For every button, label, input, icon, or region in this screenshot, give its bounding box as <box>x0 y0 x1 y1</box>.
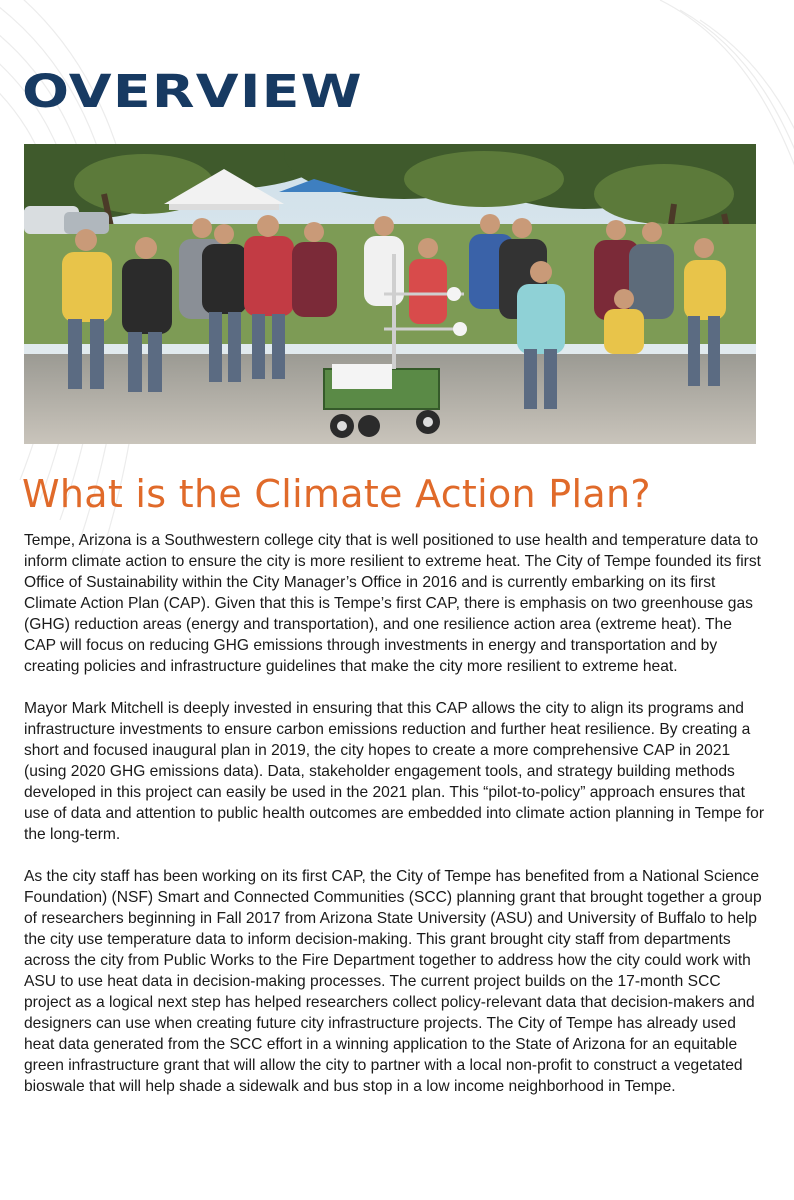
paragraph: As the city staff has been working on its first CAP, the City of Tempe has benefited from a National Science Foundation) (NSF) Smart and Connected Communities (SCC) planning grant that brought together a group of researchers beginning in Fall 2017 from Arizona State University (ASU) and University of Buffalo to help the city use temperature data to inform decision-making. This grant brought city staff from departments across the city from Public Works to the Fire Department together to address how the city could work with ASU to use heat data in decision-making processes. The current project builds on the 17-month SCC project as a logical next step has helped researchers collect policy-relevant data that decision-makers and designers can use when creating future city infrastructure projects. The City of Tempe has already used heat data generated from the SCC effort in a winning application to the State of Arizona for an equitable green infrastructure grant that will allow the city to partner with a local non-profit to construct a vegetated bioswale that will help shade a sidewalk and bus stop in a low income neighborhood in Tempe. <box>24 868 762 1095</box>
group-photo-illustration <box>24 144 756 444</box>
page-title: OVERVIEW <box>22 65 363 118</box>
group-photo <box>24 144 756 444</box>
section-heading: What is the Climate Action Plan? <box>22 472 651 516</box>
paragraph: Tempe, Arizona is a Southwestern college city that is well positioned to use health and temperature data to inform climate action to ensure the city is more resilient to extreme heat. The City of Tempe founded its first Office of Sustainability within the City Manager’s Office in 2016 and is currently embarking on its first Climate Action Plan (CAP). Given that this is Tempe’s first CAP, there is emphasis on two greenhouse gas (GHG) reduction areas (energy and transportation), and one resilience action area (extreme heat). The CAP will focus on reducing GHG emissions through investments in energy and transportation and by creating policies and infrastructure guidelines that make the city more resilient to extreme heat. <box>24 532 761 675</box>
paragraph: Mayor Mark Mitchell is deeply invested in ensuring that this CAP allows the city to align its programs and infrastructure investments to ensure carbon emissions reduction and further heat resilience. By creating a short and focused inaugural plan in 2019, the city hopes to create a more comprehensive CAP in 2021 (using 2020 GHG emissions data). Data, stakeholder engagement tools, and strategy building methods developed in this project can easily be used in the 2021 plan. This “pilot-to-policy” approach ensures that use of data and attention to public health outcomes are embedded into climate action planning in Tempe for the long-term. <box>24 700 765 843</box>
body-text <box>24 530 766 1118</box>
